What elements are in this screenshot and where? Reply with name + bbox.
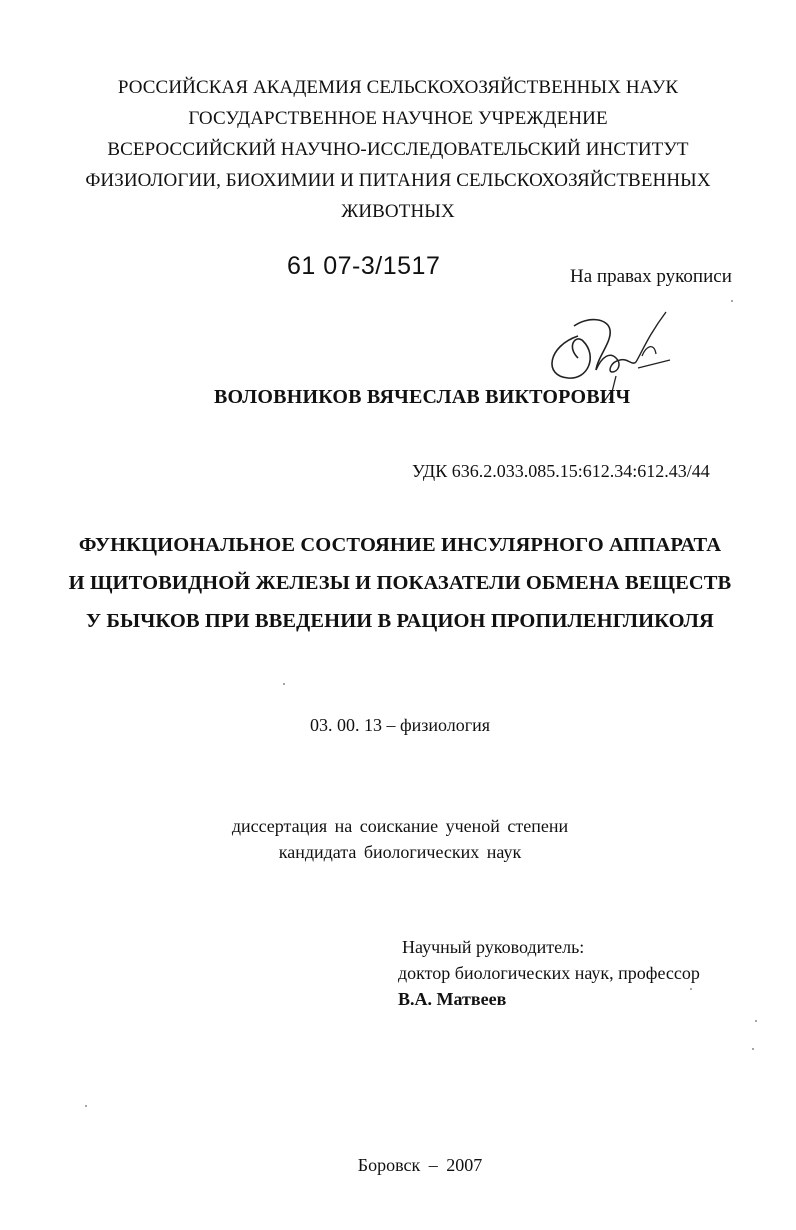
- advisor-name: В.А. Матвеев: [398, 989, 507, 1009]
- place-and-year: Боровск – 2007: [357, 1155, 483, 1175]
- dissertation-title: [2, 526, 796, 640]
- udk-code: УДК 636.2.033.085.15:612.34:612.43/44: [412, 461, 710, 481]
- author-name: ВОЛОВНИКОВ ВЯЧЕСЛАВ ВИКТОРОВИЧ: [214, 386, 631, 408]
- title-line-2: И ЩИТОВИДНОЙ ЖЕЛЕЗЫ И ПОКАЗАТЕЛИ ОБМЕНА ВЕЩЕСТВ: [68, 572, 732, 594]
- header-line-institute-end: ЖИВОТНЫХ: [341, 201, 455, 222]
- degree-info: [2, 813, 796, 865]
- scan-speck: [690, 988, 692, 990]
- degree-line-1: диссертация на соискание ученой степени: [231, 816, 569, 836]
- header-line-institute-field: ФИЗИОЛОГИИ, БИОХИМИИ И ПИТАНИЯ СЕЛЬСКОХОЗЯЙСТВЕННЫХ: [85, 170, 711, 191]
- scan-speck: [755, 1020, 757, 1022]
- archive-code: 61 07-3/1517: [287, 252, 441, 280]
- advisor-label: Научный руководитель:: [402, 937, 585, 957]
- title-line-1: ФУНКЦИОНАЛЬНОЕ СОСТОЯНИЕ ИНСУЛЯРНОГО АППАРАТА: [78, 534, 722, 556]
- header-line-institution-type: ГОСУДАРСТВЕННОЕ НАУЧНОЕ УЧРЕЖДЕНИЕ: [188, 108, 608, 129]
- scan-speck: [752, 1048, 754, 1050]
- scan-speck: [731, 300, 733, 302]
- scientific-advisor: [398, 934, 700, 1012]
- rights-notice: На правах рукописи: [570, 266, 732, 287]
- header-line-institute: ВСЕРОССИЙСКИЙ НАУЧНО-ИССЛЕДОВАТЕЛЬСКИЙ ИНСТИТУТ: [107, 139, 689, 160]
- scan-speck: [85, 1105, 87, 1107]
- specialty-code: 03. 00. 13 – физиология: [309, 715, 491, 735]
- institution-header: [0, 72, 796, 227]
- degree-line-2: кандидата биологических наук: [278, 842, 522, 862]
- advisor-credentials: доктор биологических наук, профессор: [398, 963, 700, 983]
- title-line-3: У БЫЧКОВ ПРИ ВВЕДЕНИИ В РАЦИОН ПРОПИЛЕНГЛИКОЛЯ: [86, 610, 714, 632]
- header-line-academy: РОССИЙСКАЯ АКАДЕМИЯ СЕЛЬСКОХОЗЯЙСТВЕННЫХ НАУК: [117, 77, 679, 98]
- scan-speck: [283, 683, 285, 685]
